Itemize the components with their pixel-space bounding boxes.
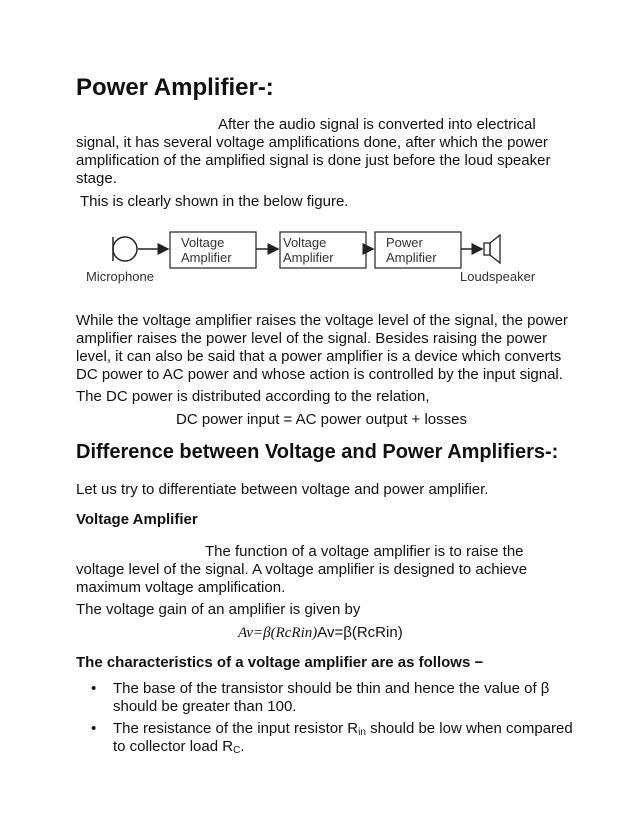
voltage-amp-line-1: The function of a voltage amplifier is to raise the <box>205 543 524 560</box>
characteristic-2-line-2-end: . <box>240 738 245 755</box>
characteristic-2-text-end: should be low when compared <box>365 720 573 737</box>
voltage-amp-line-4: The voltage gain of an amplifier is given by <box>76 601 361 618</box>
intro-line-5: This is clearly shown in the below figure. <box>80 193 349 210</box>
voltage-amp-line-2: voltage level of the signal. A voltage amplifier is designed to achieve <box>76 561 528 578</box>
block-1-line-1: Voltage <box>181 235 225 250</box>
characteristics-heading: The characteristics of a voltage amplifier are as follows − <box>76 654 484 671</box>
para2-line-5: The DC power is distributed according to the relation, <box>76 388 430 405</box>
intro-line-4: stage. <box>76 170 117 187</box>
characteristic-1-line-1: The base of the transistor should be thin and hence the value of β <box>113 680 550 697</box>
microphone-label: Microphone <box>86 269 154 284</box>
characteristic-2-line-1 <box>113 720 573 740</box>
block-3-line-1: Power <box>386 235 423 250</box>
para2-line-4: DC power to AC power and whose action is controlled by the input signal. <box>76 366 563 383</box>
bullet-icon: • <box>91 720 97 737</box>
bullet-icon: • <box>91 680 97 697</box>
gain-formula-plain: Av=β(RcRin) <box>317 624 403 641</box>
block-1-line-2: Amplifier <box>181 250 232 265</box>
para3: Let us try to differentiate between voltage and power amplifier. <box>76 481 489 498</box>
voltage-gain-formula <box>238 624 403 642</box>
r-in-subscript: in <box>358 727 366 738</box>
amplifier-block-diagram <box>80 225 550 287</box>
section-heading-difference: Difference between Voltage and Power Amplifiers-: <box>76 441 559 463</box>
para2-line-1: While the voltage amplifier raises the voltage level of the signal, the power <box>76 312 568 329</box>
para2-line-2: amplifier raises the power level of the signal. Besides raising the power <box>76 330 548 347</box>
block-2-line-1: Voltage <box>283 235 327 250</box>
gain-formula-italic: Av=β(RcRin) <box>238 625 318 641</box>
characteristic-2-text: The resistance of the input resistor R <box>113 720 359 737</box>
block-2-line-2: Amplifier <box>283 250 334 265</box>
characteristic-1-line-2: should be greater than 100. <box>113 698 297 715</box>
r-c-subscript: C <box>233 745 241 756</box>
loudspeaker-label: Loudspeaker <box>460 269 536 284</box>
intro-line-3: amplification of the amplified signal is done just before the loud speaker <box>76 152 551 169</box>
characteristic-2-line-2 <box>113 738 244 758</box>
block-3-line-2: Amplifier <box>386 250 437 265</box>
intro-line-1: After the audio signal is converted into electrical <box>218 116 536 133</box>
para2-line-3: level, it can also be said that a power amplifier is a device which converts <box>76 348 562 365</box>
intro-line-2: signal, it has several voltage amplifications done, after which the power <box>76 134 548 151</box>
page-title: Power Amplifier-: <box>76 74 274 101</box>
voltage-amp-line-3: maximum voltage amplification. <box>76 579 286 596</box>
characteristic-2-line-2-text: to collector load R <box>113 738 234 755</box>
microphone-icon <box>113 237 137 261</box>
power-formula: DC power input = AC power output + losses <box>176 411 467 428</box>
loudspeaker-icon <box>484 235 500 263</box>
voltage-amplifier-heading: Voltage Amplifier <box>76 511 198 528</box>
